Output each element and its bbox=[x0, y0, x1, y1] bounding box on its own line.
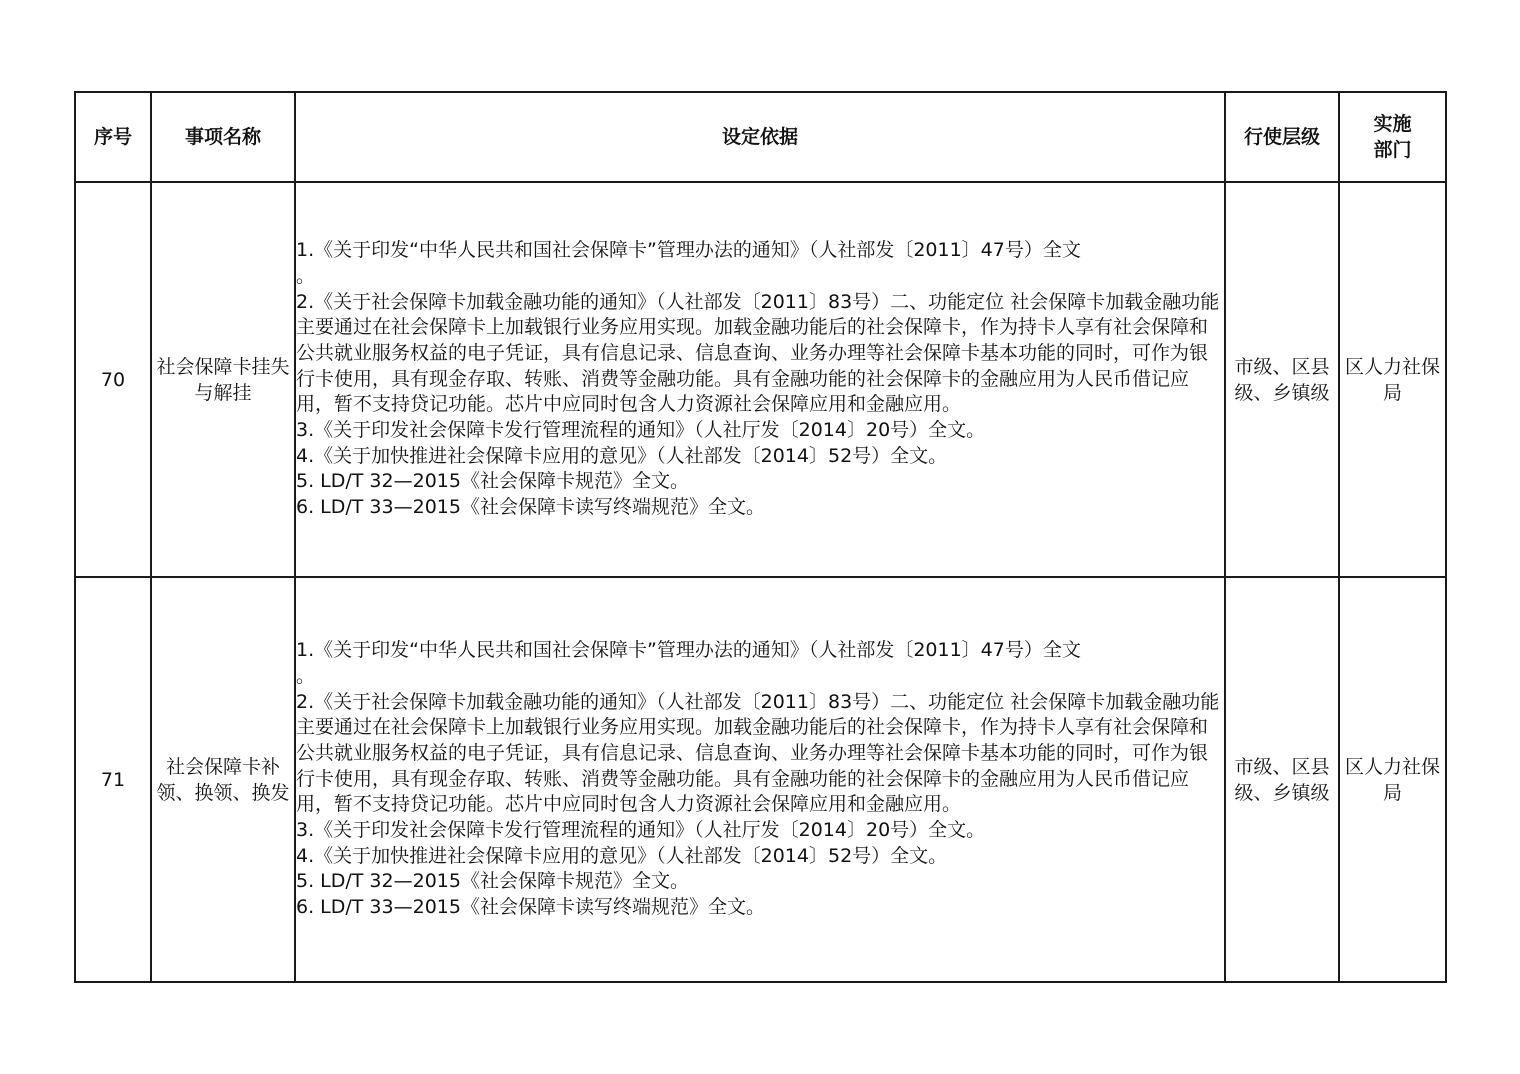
items-table bbox=[74, 91, 1447, 983]
table-row bbox=[75, 182, 1446, 577]
execution-level: 市级、区县级、乡镇级 bbox=[1225, 182, 1339, 577]
basis-line: 。 bbox=[296, 264, 316, 287]
basis-line: 3.《关于印发社会保障卡发行管理流程的通知》（人社厅发〔2014〕20号）全文。 bbox=[296, 819, 986, 842]
basis-line: 6. LD/T 33—2015《社会保障卡读写终端规范》全文。 bbox=[296, 496, 765, 519]
basis-line: 5. LD/T 32—2015《社会保障卡规范》全文。 bbox=[296, 870, 689, 893]
basis-line: 1.《关于印发“中华人民共和国社会保障卡”管理办法的通知》（人社部发〔2011〕47号）全文 bbox=[296, 239, 1081, 262]
header-level: 行使层级 bbox=[1225, 92, 1339, 182]
header-basis: 设定依据 bbox=[295, 92, 1225, 182]
basis-line: 4.《关于加快推进社会保障卡应用的意见》（人社部发〔2014〕52号）全文。 bbox=[296, 844, 948, 867]
item-name: 社会保障卡挂失与解挂 bbox=[151, 182, 295, 577]
basis-line: 2.《关于社会保障卡加载金融功能的通知》（人社部发〔2011〕83号）二、功能定位 社会保障卡加载金融功能主要通过在社会保障卡上加载银行业务应用实现。加载金融功能后的社会保障卡，作为持卡人享有社会保障和公共就业服务权益的电子凭证，具有信息记录、信息查询、业务办理等社会保障卡基本功能的同时，可作为银行卡使用，具有现金存取、转账、消费等金融功能。具有金融功能的社会保障卡的金融应用为人民币借记应用，暂不支持贷记功能。芯片中应同时包含人力资源社会保障应用和金融应用。 bbox=[296, 290, 1220, 416]
table-row bbox=[75, 577, 1446, 982]
basis-line: 。 bbox=[296, 664, 316, 687]
header-number: 序号 bbox=[75, 92, 151, 182]
header-department: 实施部门 bbox=[1339, 92, 1446, 182]
basis-line: 4.《关于加快推进社会保障卡应用的意见》（人社部发〔2014〕52号）全文。 bbox=[296, 444, 948, 467]
row-number: 71 bbox=[75, 577, 151, 982]
department: 区人力社保局 bbox=[1339, 182, 1446, 577]
basis-cell bbox=[295, 182, 1225, 577]
basis-line: 6. LD/T 33—2015《社会保障卡读写终端规范》全文。 bbox=[296, 896, 765, 919]
header-item-name: 事项名称 bbox=[151, 92, 295, 182]
basis-cell bbox=[295, 577, 1225, 982]
row-number: 70 bbox=[75, 182, 151, 577]
execution-level: 市级、区县级、乡镇级 bbox=[1225, 577, 1339, 982]
basis-line: 1.《关于印发“中华人民共和国社会保障卡”管理办法的通知》（人社部发〔2011〕47号）全文 bbox=[296, 639, 1081, 662]
department: 区人力社保局 bbox=[1339, 577, 1446, 982]
basis-line: 5. LD/T 32—2015《社会保障卡规范》全文。 bbox=[296, 470, 689, 493]
header-row bbox=[75, 92, 1446, 182]
basis-line: 2.《关于社会保障卡加载金融功能的通知》（人社部发〔2011〕83号）二、功能定位 社会保障卡加载金融功能主要通过在社会保障卡上加载银行业务应用实现。加载金融功能后的社会保障卡，作为持卡人享有社会保障和公共就业服务权益的电子凭证，具有信息记录、信息查询、业务办理等社会保障卡基本功能的同时，可作为银行卡使用，具有现金存取、转账、消费等金融功能。具有金融功能的社会保障卡的金融应用为人民币借记应用，暂不支持贷记功能。芯片中应同时包含人力资源社会保障应用和金融应用。 bbox=[296, 690, 1220, 816]
item-name: 社会保障卡补领、换领、换发 bbox=[151, 577, 295, 982]
basis-line: 3.《关于印发社会保障卡发行管理流程的通知》（人社厅发〔2014〕20号）全文。 bbox=[296, 419, 986, 442]
